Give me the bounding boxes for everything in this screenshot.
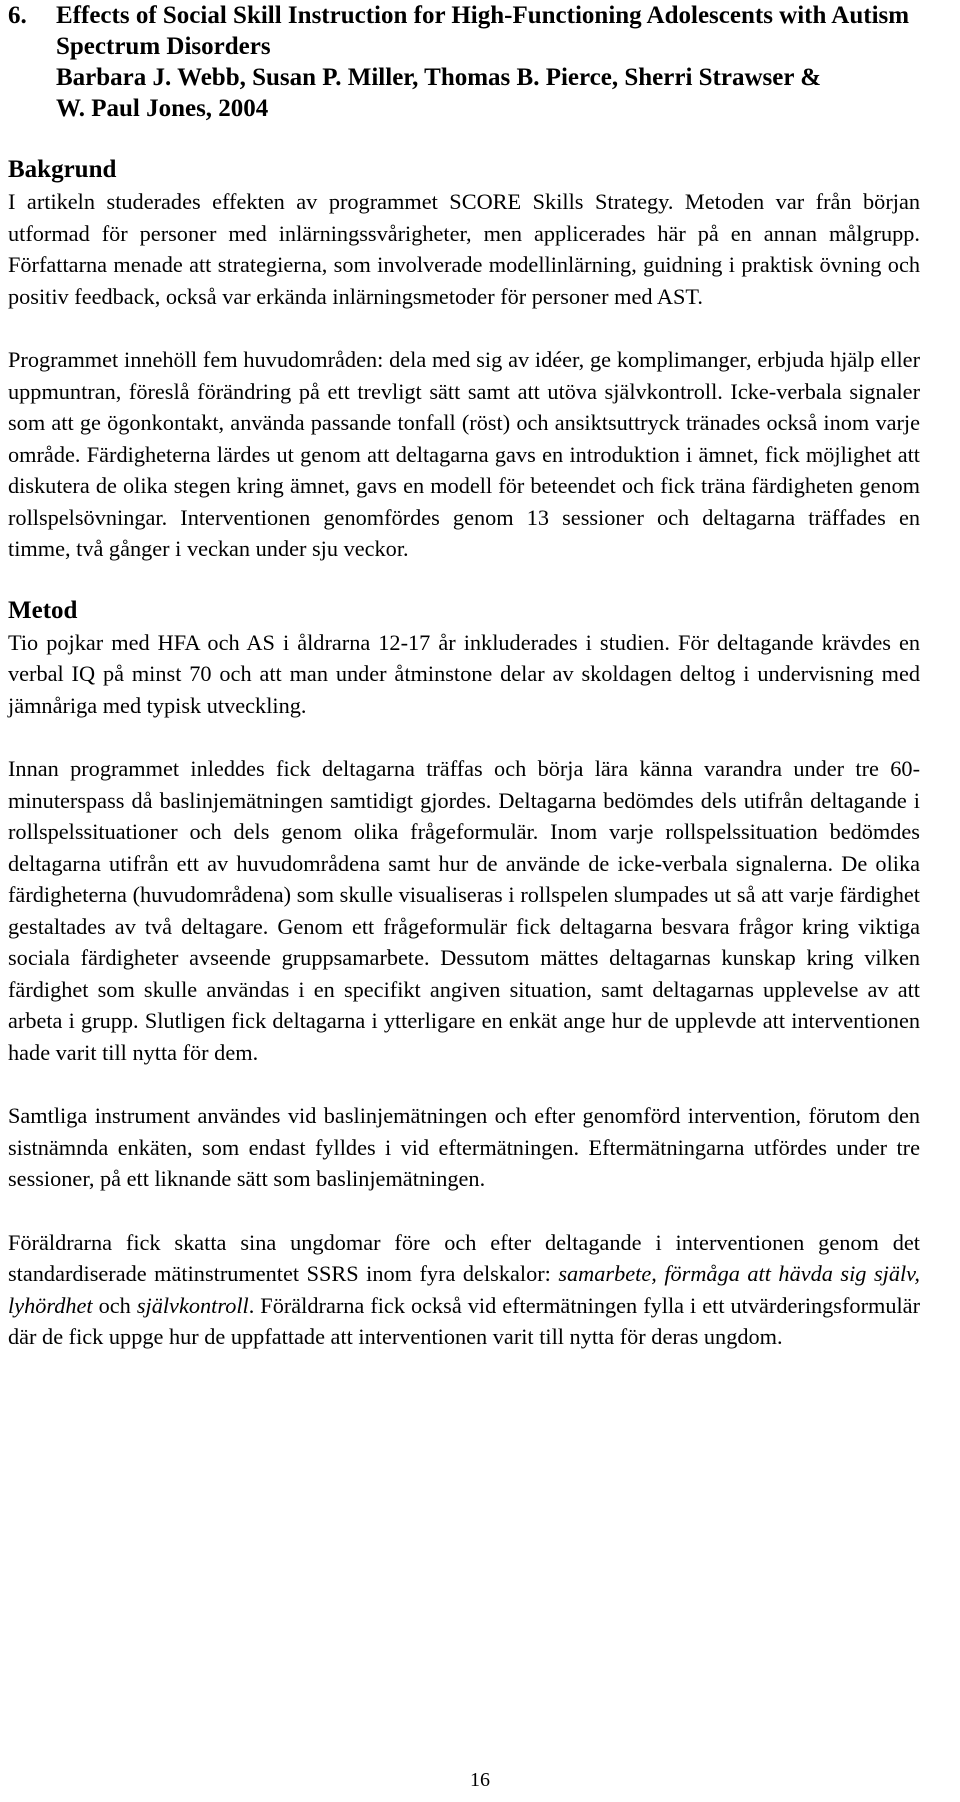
page-number: 16 — [470, 1769, 490, 1791]
paragraph-metod-4-part-a: Föräldrarna fick skatta sina ungdomar före och efter deltagande i interventionen genom det standardiserade mätinstrumentet SSRS inom fyra delskalor: — [8, 1229, 920, 1286]
paragraph-metod-4-part-b: och — [92, 1292, 137, 1318]
chapter-number: 6. — [8, 2, 27, 29]
paragraph-bakgrund-1: I artikeln studerades effekten av programmet SCORE Skills Strategy. Metoden var från början utformad för personer med inlärningssvårigheter, men applicerades här på en annan målgrupp. Författarna menade att strategierna, som involverade modellinlärning, guidning i praktisk övning och positiv feedback, också var erkända inlärningsmetoder för personer med AST. — [8, 189, 920, 309]
subscale-terms-italic: samarbete, förmåga att hävda sig själv, lyhördhet — [8, 1261, 920, 1318]
paragraph-metod-4 — [8, 1227, 920, 1353]
paragraph-metod-4-part-c: . Föräldrarna fick också vid eftermätningen fylla i ett utvärderingsformulär där de fick uppge hur de uppfattade att interventionen varit till nytta för deras ungdom. — [8, 1292, 920, 1349]
chapter-authors-line1: Barbara J. Webb, Susan P. Miller, Thomas B. Pierce, Sherri Strawser & — [56, 64, 822, 91]
subscale-selfcontrol-italic: självkontroll — [136, 1292, 249, 1318]
section-title-metod: Metod — [8, 596, 78, 624]
paragraph-metod-1: Tio pojkar med HFA och AS i åldrarna 12-17 år inkluderades i studien. För deltagande krävdes en verbal IQ på minst 70 och att man under åtminstone delar av skoldagen deltog i undervisning med jämnåriga med typisk utveckling. — [8, 629, 920, 718]
document-page — [8, 0, 920, 1353]
paragraph-bakgrund-2: Programmet innehöll fem huvudområden: dela med sig av idéer, ge komplimanger, erbjuda hjälp eller uppmuntran, föreslå förändring på ett trevligt sätt samt att utöva självkontroll. Icke-verbala signaler som att ge ögonkontakt, använda passande tonfall (röst) och ansiktsuttryck tränades också inom varje område. Färdigheterna lärdes ut genom att deltagarna gavs en introduktion i ämnet, fick möjlighet att diskutera de olika stegen kring ämnet, gavs en modell för beteendet och fick träna färdigheten genom rollspelsövningar. Interventionen genomfördes genom 13 sessioner och deltagarna träffades en timme, två gånger i veckan under sju veckor. — [8, 347, 920, 561]
paragraph-metod-3: Samtliga instrument användes vid baslinjemätningen och efter genomförd intervention, förutom den sistnämnda enkäten, som endast fylldes i vid eftermätningen. Eftermätningarna utfördes under tre sessioner, på ett liknande sätt som baslinjemätningen. — [8, 1103, 920, 1191]
section-title-bakgrund: Bakgrund — [8, 156, 117, 183]
chapter-title: Effects of Social Skill Instruction for High-Functioning Adolescents with Autism Spectrum Disorders — [56, 2, 910, 60]
chapter-heading — [8, 0, 920, 124]
chapter-authors-line2: W. Paul Jones, 2004 — [56, 95, 269, 122]
paragraph-metod-2: Innan programmet inleddes fick deltagarna träffas och börja lära känna varandra under tre 60-minuterspass då baslinjemätningen samtidigt gjordes. Deltagarna bedömdes dels utifrån deltagande i rollspelssituationer och dels genom olika frågeformulär. Inom varje rollspelssituation bedömdes deltagarna utifrån ett av huvudområdena samt hur de använde de icke-verbala signalerna. De olika färdigheterna (huvudområdena) som skulle visualiseras i rollspelen slumpades ut så att varje färdighet gestaltades av två deltagare. Genom ett frågeformulär fick deltagarna besvara frågor kring viktiga sociala färdigheter avseende gruppsamarbete. Dessutom mättes deltagarnas kunskap kring vilken färdighet som skulle användas i en specifikt angiven situation, samt deltagarnas upplevelse av att arbeta i grupp. Slutligen fick deltagarna i ytterligare en enkät ange hur de upplevde att interventionen hade varit till nytta för dem. — [8, 756, 920, 1065]
